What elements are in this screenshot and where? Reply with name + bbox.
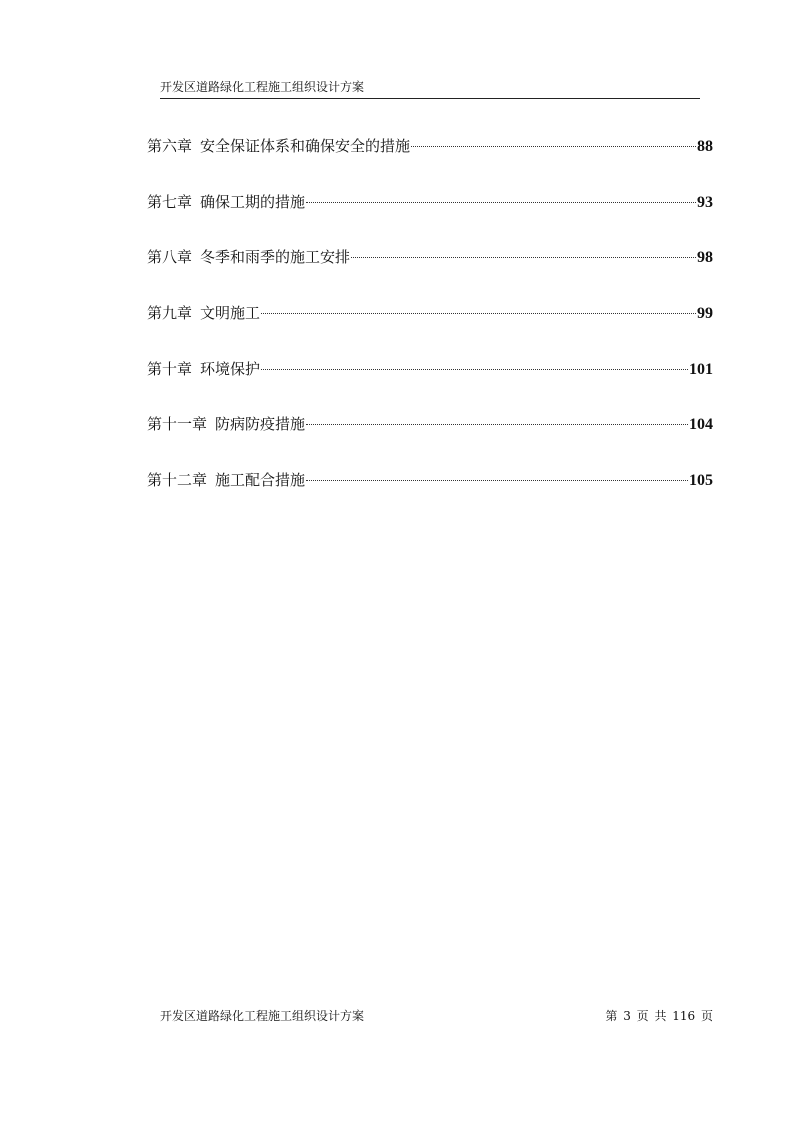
toc-page-number: 105	[689, 472, 713, 490]
toc-entry-title: 文明施工	[200, 304, 261, 323]
toc-dot-leader	[261, 369, 688, 370]
page-header	[160, 78, 700, 99]
toc-dot-leader	[351, 257, 696, 258]
toc-page-number: 101	[689, 360, 713, 378]
toc-entry-title: 防病防疫措施	[215, 415, 306, 434]
toc-page-number: 104	[689, 416, 713, 434]
toc-entry-title: 冬季和雨季的施工安排	[200, 248, 351, 267]
toc-page-number: 93	[697, 193, 713, 211]
toc-entry-title: 环境保护	[200, 359, 261, 378]
toc-entry-title: 确保工期的措施	[200, 192, 306, 211]
toc-chapter-label: 第六章	[147, 137, 193, 155]
toc-chapter-label: 第九章	[147, 304, 193, 323]
toc-dot-leader	[306, 424, 688, 425]
toc-page-number: 99	[697, 305, 713, 323]
toc-chapter-label: 第八章	[147, 248, 193, 267]
page-footer	[160, 1009, 713, 1025]
toc-entry-chapter-8[interactable]	[147, 245, 713, 269]
toc-entry-chapter-11[interactable]	[147, 412, 713, 436]
toc-dot-leader	[306, 480, 688, 481]
toc-entry-chapter-9[interactable]	[147, 301, 713, 325]
table-of-contents	[147, 134, 713, 524]
header-title: 开发区道路绿化工程施工组织设计方案	[160, 80, 365, 94]
toc-chapter-label: 第七章	[147, 192, 193, 211]
toc-dot-leader	[261, 313, 696, 314]
toc-entry-chapter-12[interactable]	[147, 468, 713, 492]
footer-page-info: 第 3 页 共 116 页	[605, 1009, 713, 1023]
toc-entry-title: 安全保证体系和确保安全的措施	[200, 137, 411, 155]
toc-entry-chapter-7[interactable]	[147, 190, 713, 214]
toc-page-number: 88	[697, 138, 713, 155]
toc-dot-leader	[411, 146, 696, 147]
toc-dot-leader	[306, 202, 696, 203]
toc-page-number: 98	[697, 249, 713, 267]
toc-chapter-label: 第十二章	[147, 471, 208, 490]
toc-chapter-label: 第十章	[147, 359, 193, 378]
toc-entry-chapter-6[interactable]	[147, 134, 713, 158]
toc-entry-chapter-10[interactable]	[147, 357, 713, 381]
toc-entry-title: 施工配合措施	[215, 471, 306, 490]
toc-chapter-label: 第十一章	[147, 415, 208, 434]
footer-title: 开发区道路绿化工程施工组织设计方案	[160, 1009, 365, 1023]
